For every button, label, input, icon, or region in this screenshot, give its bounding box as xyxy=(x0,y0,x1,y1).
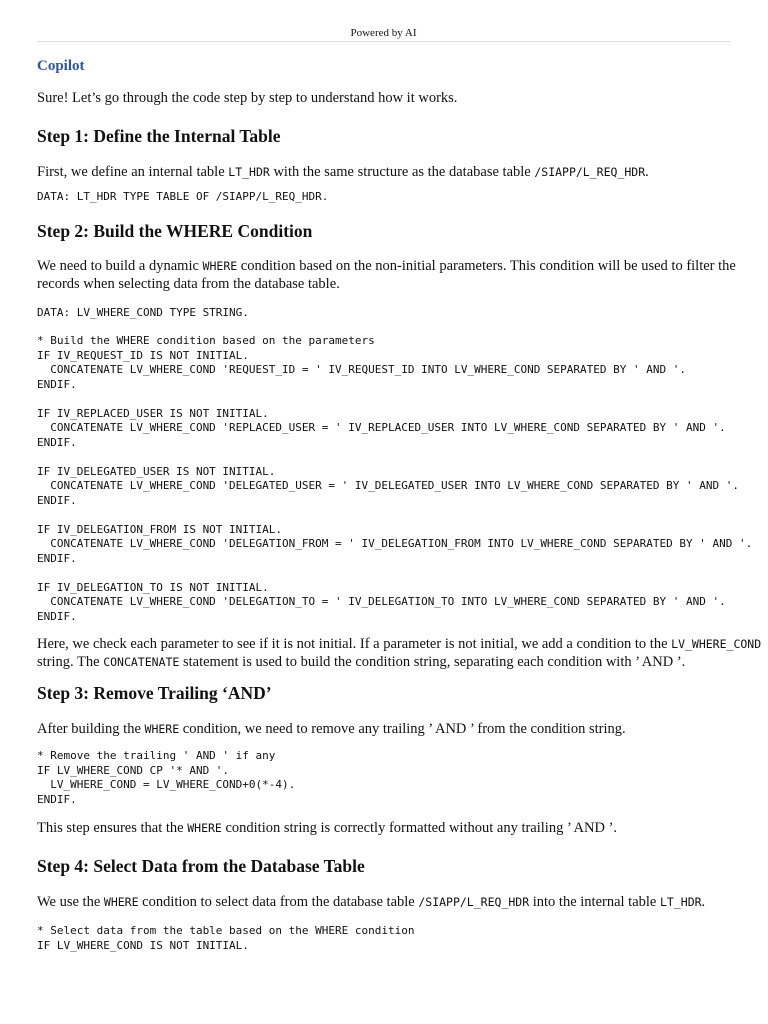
step2-paragraph xyxy=(37,257,767,293)
step2-code-block: * Build the WHERE condition based on the parameters IF IV_REQUEST_ID IS NOT INITIAL. CONCATENATE LV_WHERE_COND 'REQUEST_ID = ' IV_REQUEST_ID INTO LV_WHERE_COND SEPARATED BY ' AND '. ENDIF. IF IV_REPLACED_USER IS NOT INITIAL. CONCATENATE LV_WHERE_COND 'REPLACED_USER = ' IV_REPLACED_USER INTO LV_WHERE_COND SEPARATED BY ' AND '. ENDIF. IF IV_DELEGATED_USER IS NOT INITIAL. CONCATENATE LV_WHERE_COND 'DELEGATED_USER = ' IV_DELEGATED_USER INTO LV_WHERE_COND SEPARATED BY ' AND '. ENDIF. IF IV_DELEGATION_FROM IS NOT INITIAL. CONCATENATE LV_WHERE_COND 'DELEGATION_FROM = ' IV_DELEGATION_FROM INTO LV_WHERE_COND SEPARATED BY ' AND '. ENDIF. IF IV_DELEGATION_TO IS NOT INITIAL. CONCATENATE LV_WHERE_COND 'DELEGATION_TO = ' IV_DELEGATION_TO INTO LV_WHERE_COND SEPARATED BY ' AND '. ENDIF. xyxy=(37,334,753,623)
step4-code-b: /SIAPP/L_REQ_HDR xyxy=(418,895,530,909)
speaker-label: Copilot xyxy=(37,58,85,74)
step1-text-b: with the same structure as the database table xyxy=(269,164,535,180)
step1-text-c: . xyxy=(645,164,649,180)
step4-text-d: . xyxy=(701,894,706,910)
step2-text-b: condition based on the non-initial parameters. This condition will be used to filter the records when selecting data from the database table. xyxy=(37,257,736,292)
step3-paragraph xyxy=(37,720,767,738)
step4-heading: Step 4: Select Data from the Database Table xyxy=(37,856,365,876)
step2-heading: Step 2: Build the WHERE Condition xyxy=(37,220,313,241)
step2-expl-code-a: LV_WHERE_COND xyxy=(671,637,762,651)
step1-paragraph xyxy=(37,163,767,181)
step3-text-b: condition, we need to remove any trailing ’ AND ’ from the condition string. xyxy=(179,721,626,737)
step2-expl-a: Here, we check each parameter to see if it is not initial. If a parameter is not initial, we add a condition to the xyxy=(37,636,672,652)
step2-explanation xyxy=(37,635,767,671)
intro-paragraph: Sure! Let’s go through the code step by step to understand how it works. xyxy=(37,90,458,106)
step4-text-a: We use the xyxy=(37,894,104,910)
step2-code-a: WHERE xyxy=(202,258,238,273)
step3-explanation xyxy=(37,819,767,837)
step3-code-block: * Remove the trailing ' AND ' if any IF LV_WHERE_COND CP '* AND '. LV_WHERE_COND = LV_WHERE_COND+0(*-4). ENDIF. xyxy=(37,749,296,806)
step3-expl-b: condition string is correctly formatted without any trailing ’ AND ’. xyxy=(221,820,618,836)
step3-heading: Step 3: Remove Trailing ‘AND’ xyxy=(37,683,272,703)
step2-code-decl: DATA: LV_WHERE_COND TYPE STRING. xyxy=(37,305,249,319)
step3-expl-code: WHERE xyxy=(187,821,222,835)
step3-code-a: WHERE xyxy=(144,722,180,736)
step2-expl-b: string. The xyxy=(37,654,104,670)
step4-paragraph xyxy=(37,893,767,911)
step2-expl-c: statement is used to build the condition string, separating each condition with ’ AND ’. xyxy=(179,654,686,670)
step1-text-a: First, we define an internal table xyxy=(37,164,229,180)
step4-text-c: into the internal table xyxy=(529,894,660,910)
step4-code-block: * Select data from the table based on the WHERE condition IF LV_WHERE_COND IS NOT INITIAL. xyxy=(37,924,415,952)
header-divider xyxy=(37,41,730,42)
step1-heading: Step 1: Define the Internal Table xyxy=(37,126,281,146)
step3-text-a: After building the xyxy=(37,721,145,737)
step1-code-block: DATA: LT_HDR TYPE TABLE OF /SIAPP/L_REQ_HDR. xyxy=(37,190,329,203)
chat-response xyxy=(37,57,767,953)
step1-code-a: LT_HDR xyxy=(228,165,270,179)
step4-code-a: WHERE xyxy=(103,895,139,909)
step2-expl-code-b: CONCATENATE xyxy=(103,655,180,669)
step4-text-b: condition to select data from the database table xyxy=(138,894,419,910)
step2-text-a: We need to build a dynamic xyxy=(37,257,203,274)
step4-code-c: LT_HDR xyxy=(660,895,702,909)
step3-expl-a: This step ensures that the xyxy=(37,820,188,836)
step1-code-b: /SIAPP/L_REQ_HDR xyxy=(534,165,646,179)
page-header: Powered by AI xyxy=(350,27,417,39)
